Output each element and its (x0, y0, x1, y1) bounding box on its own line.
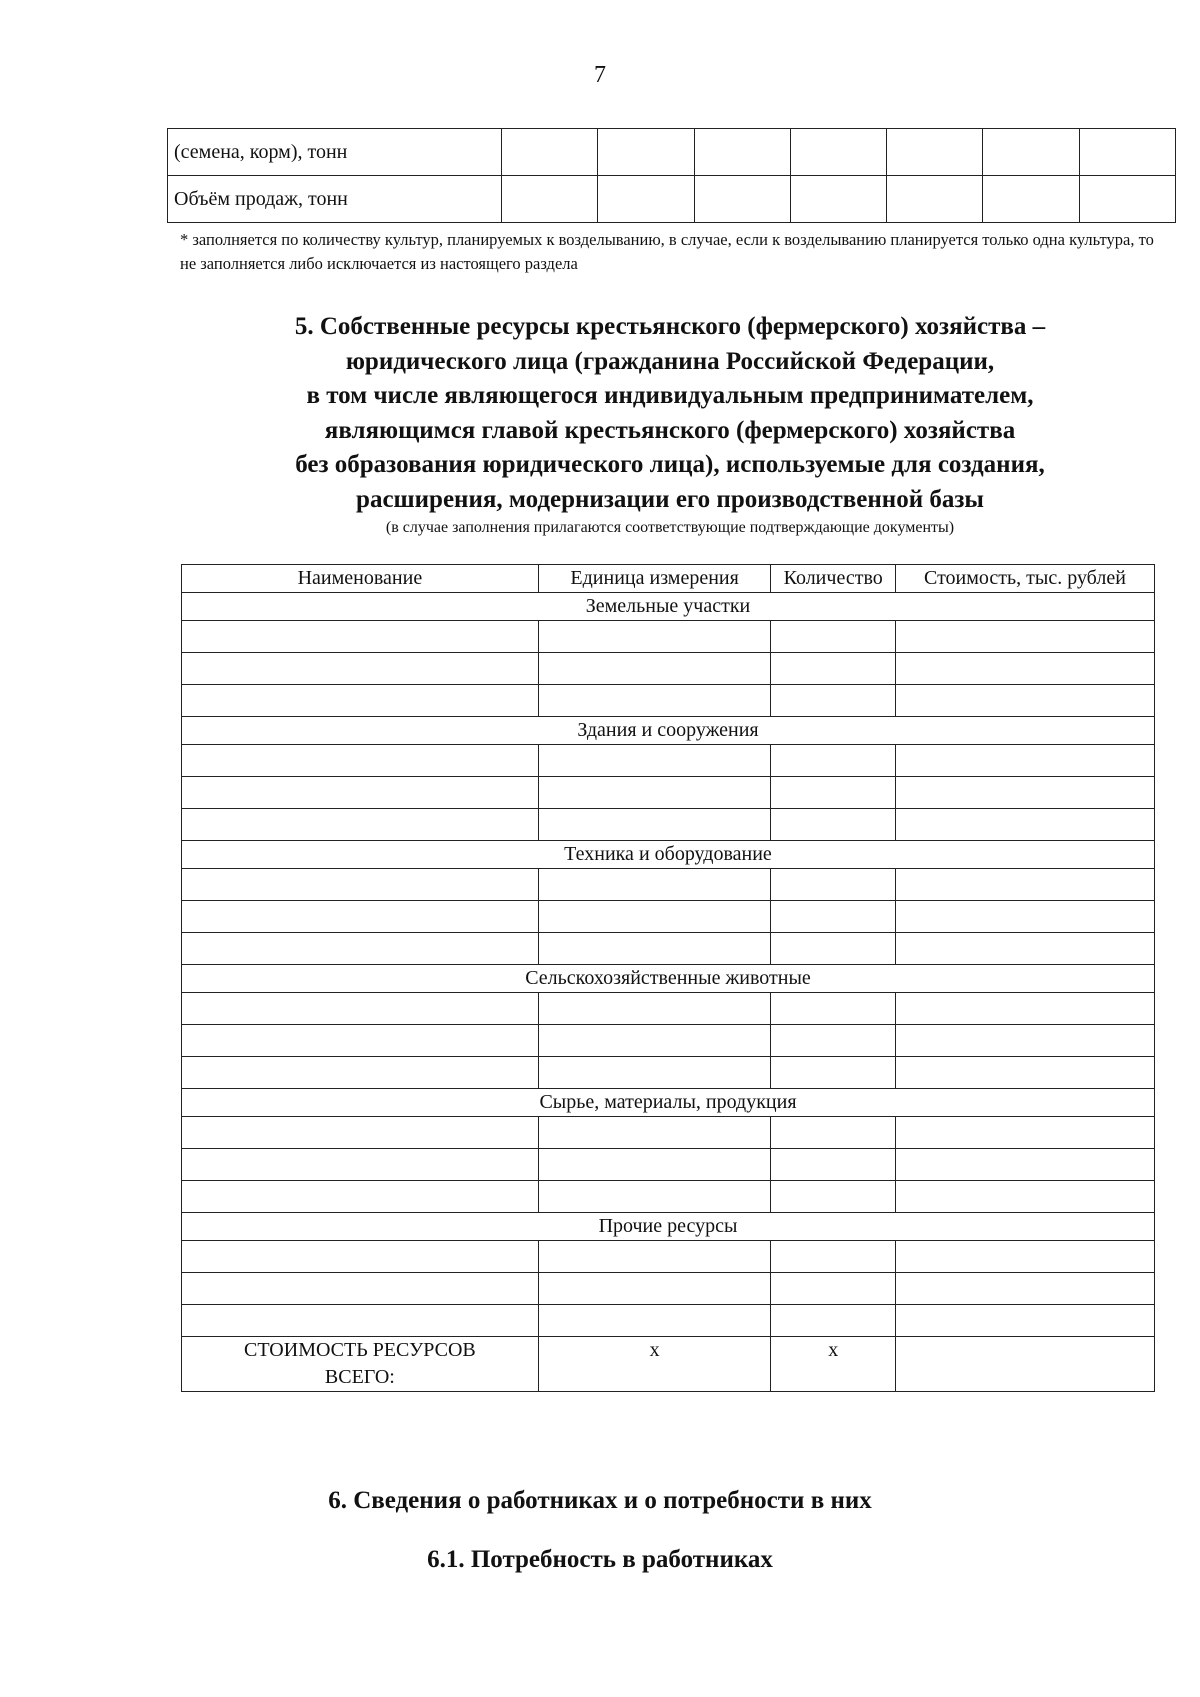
table-cell[interactable] (895, 621, 1154, 653)
table-cell[interactable] (182, 1057, 539, 1089)
row-label: (семена, корм), тонн (168, 129, 502, 176)
table-row (182, 1273, 1155, 1305)
table-cell[interactable] (182, 777, 539, 809)
section-6-1-title: 6.1. Потребность в работниках (427, 1546, 773, 1573)
table-row (182, 1117, 1155, 1149)
table-row (182, 993, 1155, 1025)
table-cell[interactable] (895, 1117, 1154, 1149)
table-cell[interactable] (182, 1117, 539, 1149)
table-cell[interactable] (538, 869, 771, 901)
table-cell[interactable] (538, 1117, 771, 1149)
table-row (182, 1025, 1155, 1057)
table-cell[interactable] (771, 1181, 895, 1213)
table-cell[interactable] (895, 653, 1154, 685)
table-row (182, 745, 1155, 777)
table-cell[interactable] (983, 129, 1079, 176)
table-row (182, 685, 1155, 717)
footnote: * заполняется по количеству культур, планируемых к возделыванию, в случае, если к возделыванию планируется только одна культура, то не заполняется либо исключается из настоящего раздела (180, 230, 1154, 273)
table-cell[interactable] (895, 993, 1154, 1025)
table-row (182, 621, 1155, 653)
group-animals: Сельскохозяйственные животные (182, 965, 1155, 993)
table-cell[interactable] (502, 129, 598, 176)
table-cell[interactable] (1079, 176, 1175, 223)
table-cell[interactable] (790, 129, 886, 176)
group-materials: Сырье, материалы, продукция (182, 1089, 1155, 1117)
table-cell[interactable] (771, 1149, 895, 1181)
table-cell[interactable] (694, 176, 790, 223)
total-cost-cell[interactable] (895, 1337, 1154, 1392)
table-cell[interactable] (771, 901, 895, 933)
table-row (168, 129, 1176, 176)
table-row (182, 869, 1155, 901)
table-cell[interactable] (771, 809, 895, 841)
table-row (182, 1149, 1155, 1181)
table-cell[interactable] (895, 1149, 1154, 1181)
table-cell[interactable] (895, 869, 1154, 901)
table-cell[interactable] (895, 809, 1154, 841)
table-row (182, 1241, 1155, 1273)
title-line: являющимся главой крестьянского (фермерского) хозяйства (324, 416, 1016, 444)
table-cell[interactable] (771, 777, 895, 809)
table-row (182, 1181, 1155, 1213)
table-cell[interactable] (1079, 129, 1175, 176)
table-cell[interactable] (538, 1057, 771, 1089)
total-row (182, 1337, 1155, 1392)
table-cell[interactable] (771, 1241, 895, 1273)
title-line: юридического лица (гражданина Российской Федерации, (345, 347, 995, 375)
table-cell[interactable] (694, 129, 790, 176)
table-cell[interactable] (598, 176, 694, 223)
total-label (182, 1337, 539, 1392)
table-cell[interactable] (538, 777, 771, 809)
table-cell[interactable] (538, 1305, 771, 1337)
row-label: Объём продаж, тонн (168, 176, 502, 223)
table-row (182, 1305, 1155, 1337)
table-cell[interactable] (182, 685, 539, 717)
table-cell[interactable] (895, 1025, 1154, 1057)
table-cell[interactable] (538, 1273, 771, 1305)
table-cell[interactable] (887, 129, 983, 176)
table-cell[interactable] (895, 1241, 1154, 1273)
page-number: 7 (594, 62, 606, 88)
table-row (168, 176, 1176, 223)
table-cell[interactable] (790, 176, 886, 223)
table-cell[interactable] (182, 809, 539, 841)
table-cell[interactable] (182, 621, 539, 653)
table-cell[interactable] (771, 869, 895, 901)
title-line: 5. Собственные ресурсы крестьянского (фермерского) хозяйства – (294, 313, 1046, 340)
table-cell[interactable] (895, 1305, 1154, 1337)
table-cell[interactable] (182, 745, 539, 777)
title-line: расширения, модернизации его производственной базы (356, 485, 984, 513)
table-cell[interactable] (182, 1273, 539, 1305)
table-cell[interactable] (771, 993, 895, 1025)
table-cell[interactable] (538, 745, 771, 777)
total-label-line: СТОИМОСТЬ РЕСУРСОВ (244, 1339, 476, 1361)
section-6-title: 6. Сведения о работниках и о потребности в них (328, 1487, 872, 1514)
table-cell[interactable] (983, 176, 1079, 223)
table-cell[interactable] (895, 1181, 1154, 1213)
table-cell[interactable] (771, 1057, 895, 1089)
group-buildings: Здания и сооружения (182, 717, 1155, 745)
table-cell[interactable] (538, 933, 771, 965)
section-5-title (160, 310, 1180, 539)
table-cell[interactable] (502, 176, 598, 223)
resources-table (181, 564, 1155, 1392)
header-row (182, 565, 1155, 593)
header-quantity: Количество (771, 565, 895, 593)
table-row (182, 901, 1155, 933)
table-cell[interactable] (538, 901, 771, 933)
table-cell[interactable] (771, 1117, 895, 1149)
crop-table-continuation (167, 128, 1176, 223)
table-cell[interactable] (182, 1025, 539, 1057)
table-cell[interactable] (538, 685, 771, 717)
title-line: без образования юридического лица), используемые для создания, (295, 451, 1045, 478)
table-cell[interactable] (895, 933, 1154, 965)
table-cell[interactable] (895, 1273, 1154, 1305)
table-cell[interactable] (895, 745, 1154, 777)
table-row (182, 1057, 1155, 1089)
table-cell[interactable] (771, 933, 895, 965)
table-cell[interactable] (895, 777, 1154, 809)
table-cell[interactable] (538, 993, 771, 1025)
table-cell[interactable] (538, 1181, 771, 1213)
table-cell[interactable] (538, 1149, 771, 1181)
group-equipment: Техника и оборудование (182, 841, 1155, 869)
table-cell[interactable] (887, 176, 983, 223)
table-cell[interactable] (182, 901, 539, 933)
table-cell[interactable] (182, 1305, 539, 1337)
table-cell[interactable] (182, 653, 539, 685)
header-name: Наименование (182, 565, 539, 593)
table-cell[interactable] (598, 129, 694, 176)
table-cell[interactable] (182, 869, 539, 901)
table-cell[interactable] (771, 745, 895, 777)
table-cell[interactable] (538, 1025, 771, 1057)
table-cell[interactable] (182, 1149, 539, 1181)
group-other: Прочие ресурсы (182, 1213, 1155, 1241)
table-cell[interactable] (182, 1181, 539, 1213)
table-cell[interactable] (538, 653, 771, 685)
table-row (182, 777, 1155, 809)
table-cell[interactable] (182, 933, 539, 965)
table-cell[interactable] (771, 1273, 895, 1305)
table-cell[interactable] (895, 685, 1154, 717)
table-cell[interactable] (771, 685, 895, 717)
total-unit: x (538, 1337, 771, 1392)
table-cell[interactable] (538, 1241, 771, 1273)
header-unit: Единица измерения (538, 565, 771, 593)
table-row (182, 809, 1155, 841)
table-cell[interactable] (895, 1057, 1154, 1089)
total-label-line: ВСЕГО: (324, 1366, 395, 1388)
header-cost: Стоимость, тыс. рублей (895, 565, 1154, 593)
table-row (182, 653, 1155, 685)
table-row (182, 933, 1155, 965)
table-cell[interactable] (182, 993, 539, 1025)
total-quantity: x (771, 1337, 895, 1392)
table-cell[interactable] (538, 621, 771, 653)
title-line: в том числе являющегося индивидуальным предпринимателем, (306, 382, 1034, 409)
table-cell[interactable] (771, 621, 895, 653)
group-land: Земельные участки (182, 593, 1155, 621)
table-cell[interactable] (771, 1305, 895, 1337)
table-cell[interactable] (182, 1241, 539, 1273)
table-cell[interactable] (895, 901, 1154, 933)
section-note: (в случае заполнения прилагаются соответствующие подтверждающие документы) (385, 519, 955, 536)
table-cell[interactable] (771, 1025, 895, 1057)
table-cell[interactable] (538, 809, 771, 841)
table-cell[interactable] (771, 653, 895, 685)
